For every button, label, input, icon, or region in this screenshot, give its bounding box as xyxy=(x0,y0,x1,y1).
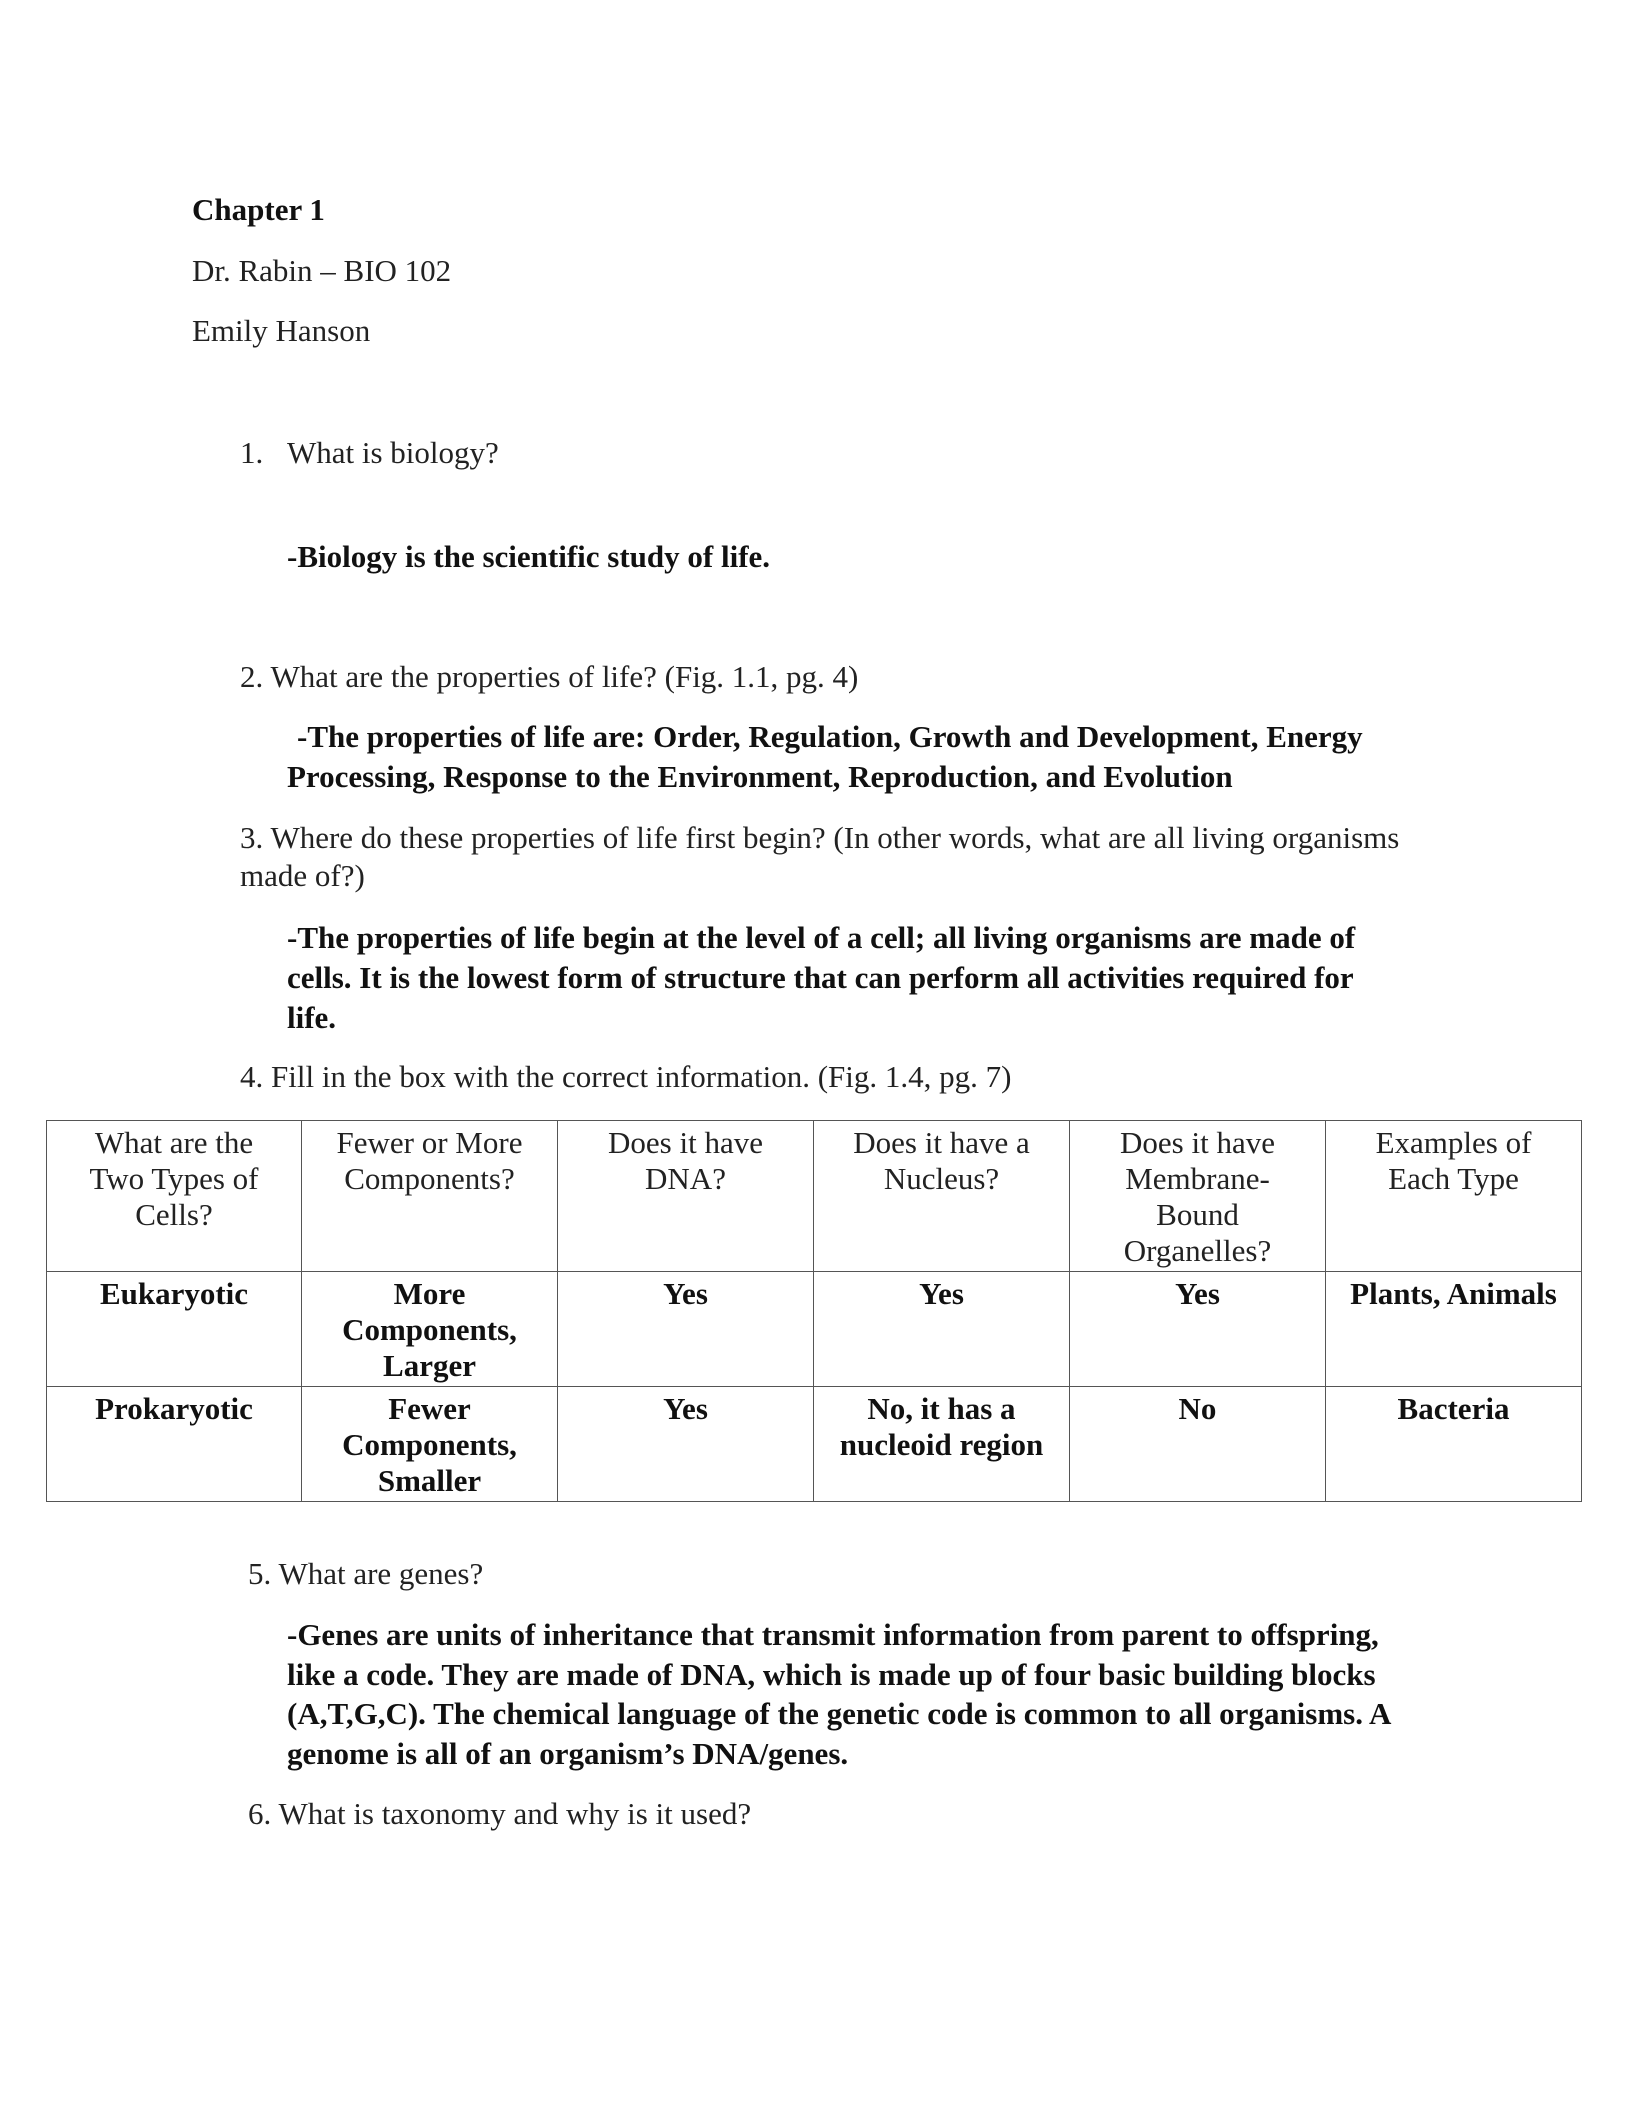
question-2: 2. What are the properties of life? (Fig. 1.1, pg. 4) xyxy=(240,659,859,694)
cell-text: No, it has a xyxy=(867,1391,1016,1426)
header-nucleus xyxy=(814,1121,1070,1272)
table-cell xyxy=(47,1272,302,1387)
table-cell xyxy=(302,1272,558,1387)
header-organelles xyxy=(1070,1121,1326,1272)
answer-5-line-1: -Genes are units of inheritance that transmit information from parent to offspring, xyxy=(287,1617,1379,1652)
answer-3-line-3: life. xyxy=(287,1000,337,1035)
table-cell xyxy=(558,1272,814,1387)
table-cell xyxy=(1070,1272,1326,1387)
header-text: Bound xyxy=(1156,1197,1239,1232)
cell-types-table xyxy=(46,1120,1582,1502)
header-text: Does it have a xyxy=(853,1125,1030,1160)
question-6: 6. What is taxonomy and why is it used? xyxy=(248,1796,752,1831)
question-1 xyxy=(240,433,499,473)
cell-text: Plants, Animals xyxy=(1350,1276,1557,1311)
header-text: Organelles? xyxy=(1123,1233,1272,1268)
table-cell xyxy=(1070,1387,1326,1502)
header-text: DNA? xyxy=(645,1161,726,1196)
header-cell-types xyxy=(47,1121,302,1272)
answer-3-line-1: -The properties of life begin at the level of a cell; all living organisms are made of xyxy=(287,920,1356,955)
answer-5-line-4: genome is all of an organism’s DNA/genes. xyxy=(287,1736,849,1771)
table-cell xyxy=(558,1387,814,1502)
answer-2-line-2: Processing, Response to the Environment, Reproduction, and Evolution xyxy=(287,759,1233,794)
header-examples xyxy=(1326,1121,1582,1272)
table-header-row xyxy=(47,1121,1582,1272)
table-cell xyxy=(1326,1387,1582,1502)
table-cell xyxy=(1326,1272,1582,1387)
header-text: Examples of xyxy=(1375,1125,1532,1160)
chapter-title: Chapter 1 xyxy=(192,192,325,227)
cell-text: Smaller xyxy=(377,1463,482,1498)
header-text: Membrane- xyxy=(1125,1161,1270,1196)
answer-3-line-2: cells. It is the lowest form of structure that can perform all activities required for xyxy=(287,960,1354,995)
cell-text: Yes xyxy=(1175,1276,1220,1311)
question-3-line-2: made of?) xyxy=(240,858,365,893)
header-text: What are the xyxy=(94,1125,254,1160)
question-3-line-1: 3. Where do these properties of life first begin? (In other words, what are all living organisms xyxy=(240,820,1400,855)
question-1-number: 1. xyxy=(240,435,264,470)
cell-text: Larger xyxy=(383,1348,476,1383)
table-cell xyxy=(814,1387,1070,1502)
header-text: Does it have xyxy=(608,1125,763,1160)
course-line: Dr. Rabin – BIO 102 xyxy=(192,253,452,288)
cell-text: Yes xyxy=(663,1276,708,1311)
answer-1: -Biology is the scientific study of life. xyxy=(287,539,771,574)
cell-text: Components, xyxy=(342,1312,517,1347)
student-name: Emily Hanson xyxy=(192,313,371,348)
question-5: 5. What are genes? xyxy=(248,1556,484,1591)
table-cell xyxy=(302,1387,558,1502)
cell-text: Components, xyxy=(342,1427,517,1462)
cell-text: Fewer xyxy=(388,1391,471,1426)
answer-5-line-3: (A,T,G,C). The chemical language of the genetic code is common to all organisms. A xyxy=(287,1696,1392,1731)
cell-text: Eukaryotic xyxy=(99,1276,249,1311)
header-text: Cells? xyxy=(135,1197,213,1232)
cell-text: More xyxy=(393,1276,466,1311)
cell-text: Prokaryotic xyxy=(95,1391,253,1426)
table-row-eukaryotic xyxy=(47,1272,1582,1387)
cell-text: Yes xyxy=(663,1391,708,1426)
cell-text: Bacteria xyxy=(1397,1391,1510,1426)
header-components xyxy=(302,1121,558,1272)
header-text: Components? xyxy=(344,1161,515,1196)
question-4: 4. Fill in the box with the correct information. (Fig. 1.4, pg. 7) xyxy=(240,1059,1012,1094)
answer-2-line-1: -The properties of life are: Order, Regulation, Growth and Development, Energy xyxy=(297,719,1363,754)
table-cell xyxy=(814,1272,1070,1387)
answer-5-line-2: like a code. They are made of DNA, which is made up of four basic building blocks xyxy=(287,1657,1376,1692)
cell-text: Yes xyxy=(919,1276,964,1311)
cell-text: nucleoid region xyxy=(839,1427,1044,1462)
cell-text: No xyxy=(1178,1391,1217,1426)
question-1-text: What is biology? xyxy=(287,435,499,470)
header-dna xyxy=(558,1121,814,1272)
header-text: Each Type xyxy=(1388,1161,1519,1196)
header-text: Nucleus? xyxy=(883,1161,1000,1196)
table-row-prokaryotic xyxy=(47,1387,1582,1502)
header-text: Two Types of xyxy=(89,1161,259,1196)
header-text: Fewer or More xyxy=(336,1125,523,1160)
table-cell xyxy=(47,1387,302,1502)
header-text: Does it have xyxy=(1120,1125,1275,1160)
